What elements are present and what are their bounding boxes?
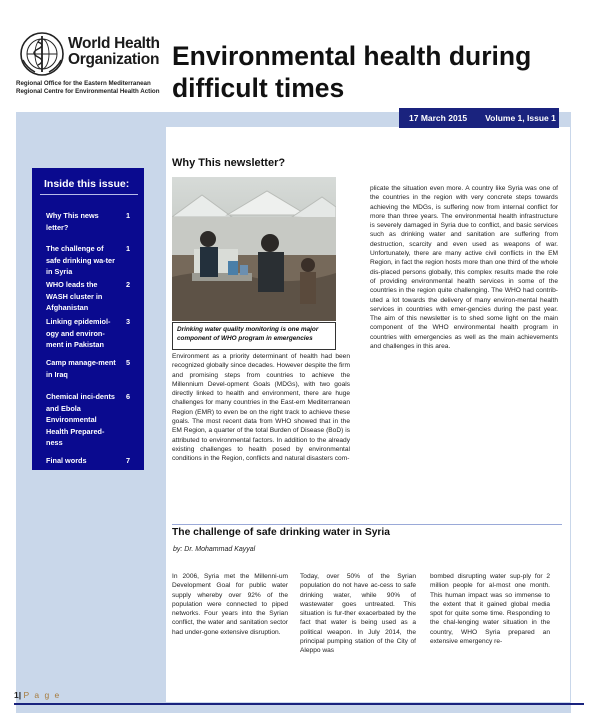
newsletter-title: Environmental health during difficult times <box>172 41 532 103</box>
toc-item-label: Chemical inci-dents and Ebola Environmental Health Prepared-ness <box>46 392 115 447</box>
toc-item[interactable] <box>46 210 138 233</box>
page-footer <box>14 690 61 700</box>
toc-item-page: 3 <box>126 317 131 326</box>
org-subtitle-line-2: Regional Centre for Environmental Health Action <box>16 88 160 95</box>
section-heading: Why This newsletter? <box>172 157 286 169</box>
org-name: World Health Organization <box>68 35 160 68</box>
toc-divider <box>40 194 138 195</box>
toc-item[interactable] <box>46 357 138 380</box>
toc-item-page: 1 <box>126 244 131 253</box>
photo-caption: Drinking water quality monitoring is one major component of WHO program in emergencies <box>172 322 336 350</box>
org-subtitle-line-1: Regional Office for the Eastern Mediterranean <box>16 80 151 87</box>
toc-item[interactable] <box>46 391 138 449</box>
table-of-contents <box>32 168 144 470</box>
article-column-right: plicate the situation even more. A country like Syria was one of the countries in the region with very concrete steps towards achieving the MDGs, is suffering now from internal conflict for more than three years. The environmental health infrastructure is severely damaged in Syria due to conflict, and basic services such as drinking water and sanitation are suffering from destruction, scarcity and even used as weapons of war. Unfortunately, there are many active civil conflicts in the EM Region, in fact the region hosts more than one third of the whole dis-placed persons globally, this complex results made the role of providing environmental health services in some of the countries in the region quite challenging. The WHO had contrib-uted a lot towards the delivery of many environ-mental health services in countries with emer-gencies during the past year. The aim of this newsletter is to shed some light on the main component of the WHO environmental health program in countries with emergencies as well as the main achievements and challenges in this area. <box>370 185 558 351</box>
page-separator: | <box>18 690 22 700</box>
section-heading: The challenge of safe drinking water in Syria <box>172 527 391 538</box>
toc-item-label: The challenge of safe drinking wa-ter in Syria <box>46 244 115 276</box>
toc-item-page: 5 <box>126 358 131 367</box>
toc-item-label: Linking epidemiol-ogy and environ-ment in Pakistan <box>46 317 111 349</box>
article-photo <box>172 177 336 321</box>
article-column-3: bombed disrupting water sup-ply for 2 million people for al-most one month. This human impact was so immense to the extent that it gained global media spot for quite some time. Responding to the chal-lenging water situation in the country, WHO Syria prepared an extensive emergency re- <box>430 573 550 646</box>
toc-item[interactable] <box>46 455 138 467</box>
issue-bar <box>399 108 559 128</box>
who-logo <box>14 30 164 100</box>
issue-date: 17 March 2015 <box>409 113 468 123</box>
who-emblem-icon <box>18 30 66 78</box>
water-testing-photo-icon <box>172 177 336 321</box>
toc-item-label: Why This news letter? <box>46 211 99 232</box>
article-byline: by: Dr. Mohammad Kayyal <box>173 546 256 553</box>
toc-item-page: 2 <box>126 280 131 289</box>
toc-item-page: 6 <box>126 392 131 401</box>
toc-item-page: 1 <box>126 211 131 220</box>
org-subtitle <box>16 80 176 96</box>
toc-item[interactable] <box>46 243 138 278</box>
issue-volume: Volume 1, Issue 1 <box>485 113 556 123</box>
section-divider <box>172 524 562 525</box>
toc-item[interactable] <box>46 316 138 351</box>
toc-title: Inside this issue: <box>44 178 130 190</box>
article-column-1: In 2006, Syria met the Millenni-um Development Goal for public water supply whereby over 92% of the population were connected to piped networks. Four years into the Syrian conflict, the water and sanitation sector had under-gone extensive disruption. <box>172 573 288 636</box>
page-label: P a g e <box>23 690 61 700</box>
toc-item-page: 7 <box>126 456 131 465</box>
footer-divider <box>14 703 584 705</box>
toc-item[interactable] <box>46 279 138 314</box>
article-column-left: Environment as a priority determinant of health had been recognized globally since decades. However despite the firm and promising steps from countries to achieve the Millennium Devel-opment Goals (MDGs), with two goals directly linked to health and environment, there are huge challenges for many countries in the East-ern Mediterranean Region (EMR) to even be on the right track to achieve these goals. The most recent data from WHO showed that in the EM Region, a quarter of the total Burden of Disease (BoD) is attributed to environmental factors. In addition to the already existing challenges to health posed by environmental conditions in the Region, conflicts and natural disasters com- <box>172 353 350 463</box>
toc-item-label: WHO leads the WASH cluster in Afghanistan <box>46 280 103 312</box>
article-column-2: Today, over 50% of the Syrian population do not have ac-cess to safe drinking water, while 90% of wastewater goes untreated. This situation is fur-ther exacerbated by the fact that water is being used as a political weapon. In July 2014, the principal pumping station of the City of Aleppo was <box>300 573 416 655</box>
page-number: 1 <box>14 690 19 700</box>
toc-item-label: Final words <box>46 456 87 465</box>
toc-item-label: Camp manage-ment in Iraq <box>46 358 116 379</box>
